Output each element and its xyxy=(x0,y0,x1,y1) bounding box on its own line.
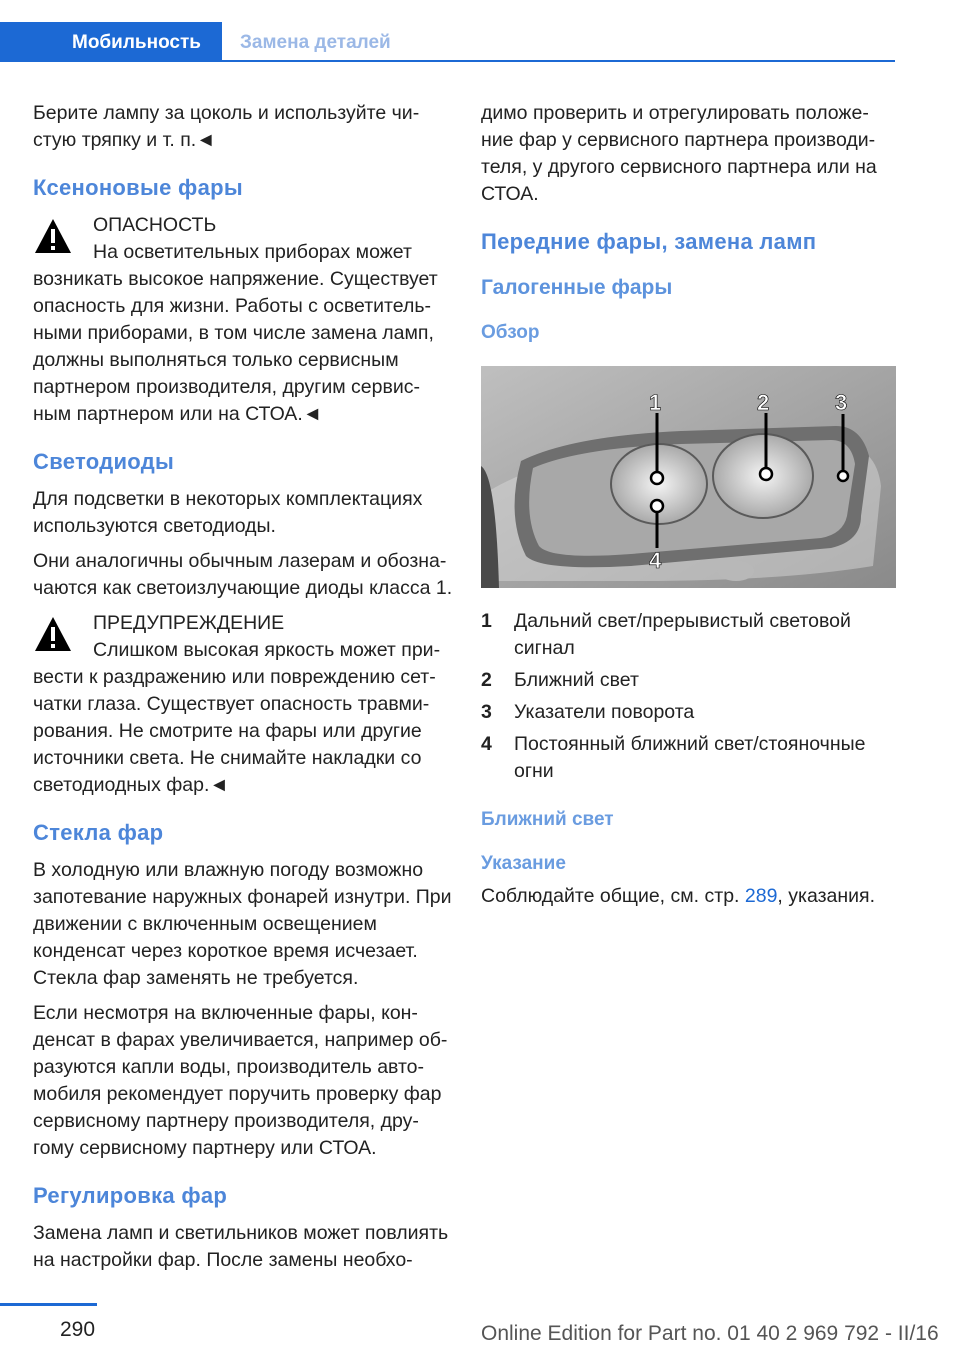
figure-label-4: 4 xyxy=(649,548,662,573)
warning-triangle-icon xyxy=(33,614,73,654)
legend-text: Ближний свет xyxy=(514,669,639,691)
figure-label-2: 2 xyxy=(757,390,770,415)
header-divider xyxy=(0,60,895,62)
warning-heading: ПРЕДУПРЕЖДЕНИЕ xyxy=(93,612,285,634)
section-title-adjust: Регулировка фар xyxy=(33,1183,228,1208)
legend-item xyxy=(481,699,901,726)
section-title-front-lamps: Передние фары, замена ламп xyxy=(481,229,817,254)
section-title-xenon: Ксеноновые фары xyxy=(33,175,243,200)
danger-heading: ОПАСНОСТЬ xyxy=(93,214,217,236)
figure-label-1: 1 xyxy=(649,390,662,415)
figure-label-3: 3 xyxy=(835,390,848,415)
section-title-glass: Стекла фар xyxy=(33,820,164,845)
section-title-halogen: Галогенные фары xyxy=(481,276,673,299)
adjust-paragraph: Замена ламп и светильников может повлиять на настройки фар. После замены необхо- xyxy=(33,1222,449,1271)
led-paragraph-2: Они аналогичны обычным лазерам и обозна-чаются как светоизлучающие диоды класса 1. xyxy=(33,550,453,599)
danger-text: На осветительных приборах может возникать высокое напряжение. Существует опасность для жизни. Работы с осветитель-ными приборами, в том числе замена ламп, должны выполняться только сервисным партнером производителя, другим сервис-ным партнером или на СТОА.◄ xyxy=(33,241,438,425)
headlight-figure xyxy=(481,366,896,588)
intro-paragraph: Берите лампу за цоколь и используйте чи-стую тряпку и т. п.◄ xyxy=(33,102,420,151)
warning-triangle-icon xyxy=(33,216,73,256)
page-reference-link[interactable]: 289 xyxy=(744,885,778,907)
danger-notice xyxy=(33,212,453,428)
legend-text: Постоянный ближний свет/стояночные огни xyxy=(514,733,866,782)
section-title-low-beam: Ближний свет xyxy=(481,809,614,830)
legend-item xyxy=(481,667,901,694)
legend-number: 4 xyxy=(481,733,492,755)
footer-accent-line xyxy=(0,1303,97,1306)
warning-notice xyxy=(33,610,453,799)
section-title-overview: Обзор xyxy=(481,322,540,343)
led-paragraph-1: Для подсветки в некоторых комплектациях используются светодиоды. xyxy=(33,488,423,537)
figure-legend xyxy=(481,608,901,785)
edition-note: Online Edition for Part no. 01 40 2 969 792 - II/16 xyxy=(481,1322,939,1345)
legend-text: Указатели поворота xyxy=(514,701,695,723)
continued-paragraph: димо проверить и отрегулировать положе-ние фар у сервисного партнера производи-теля, у другого сервисного партнера или на СТОА. xyxy=(481,102,877,205)
glass-paragraph-1: В холодную или влажную погоду возможно запотевание наружных фонарей изнутри. При движении с включенным освещением конденсат через короткое время исчезает. Стекла фар заменять не требуется. xyxy=(33,859,452,989)
section-title-led: Светодиоды xyxy=(33,449,175,474)
legend-item xyxy=(481,608,901,662)
legend-text: Дальний свет/прерывистый световой сигнал xyxy=(514,610,851,659)
legend-number: 3 xyxy=(481,701,492,723)
warning-text: Слишком высокая яркость может при-вести к раздражению или повреждению сет-чатки глаза. Существует опасность травми-рования. Не смотрите на фары или другие источники света. Не снимайте накладки со светодиодных фар.◄ xyxy=(33,639,441,796)
header-tabbar xyxy=(0,22,895,64)
legend-number: 1 xyxy=(481,610,492,632)
right-column xyxy=(481,100,901,918)
note-text-after: , указания. xyxy=(777,885,876,907)
section-title-note: Указание xyxy=(481,853,566,874)
tab-parts-replacement[interactable]: Замена деталей xyxy=(240,32,391,53)
glass-paragraph-2: Если несмотря на включенные фары, кон-денсат в фарах увеличивается, например об-разуются капли воды, производитель авто-мобиля рекомендует поручить проверку фар сервисному партнеру производителя, дру-гому сервисному партнеру или СТОА. xyxy=(33,1002,448,1159)
note-paragraph xyxy=(481,883,901,910)
note-text-before: Соблюдайте общие, см. стр. xyxy=(481,885,745,907)
left-column xyxy=(33,100,453,1282)
legend-item xyxy=(481,731,901,785)
tab-mobility[interactable]: Мобильность xyxy=(0,22,222,62)
page-number: 290 xyxy=(60,1318,96,1341)
legend-number: 2 xyxy=(481,669,492,691)
